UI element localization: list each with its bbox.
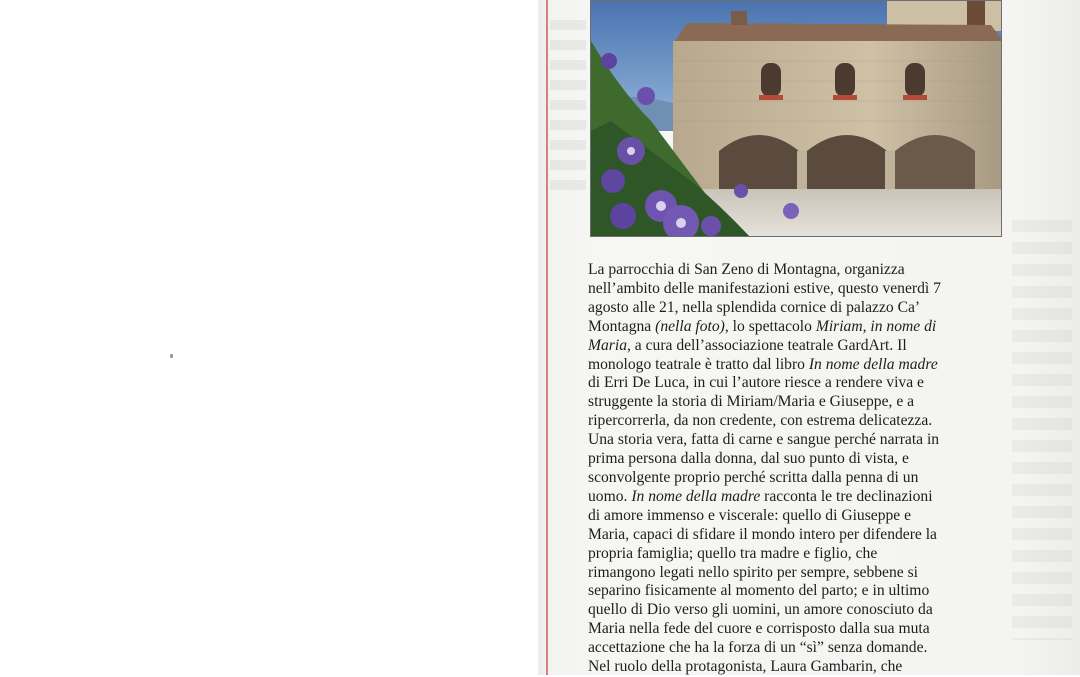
article-text: Maria nella fede del cuore e corrisposto dalla sua muta [588, 620, 930, 638]
article-line [588, 620, 1012, 639]
article-line [588, 582, 1012, 601]
article-text: monologo teatrale è tratto dal libro [588, 355, 809, 373]
article-line [588, 393, 1012, 412]
blank-scan-area [0, 0, 538, 675]
article-line [588, 601, 1012, 620]
article-line [588, 488, 1012, 507]
article-text: agosto alle 21, nella splendida cornice di palazzo Ca’ [588, 298, 921, 316]
article-text: struggente la storia di Miriam/Maria e Giuseppe, e a [588, 393, 915, 411]
italic-title-text: Maria [588, 336, 627, 354]
article-text: uomo. [588, 487, 632, 505]
article-text: sconvolgente proprio perché scritta dalla penna di un [588, 468, 919, 486]
italic-title-text: (nella foto) [655, 317, 725, 335]
italic-title-text: Miriam, in nome di [815, 317, 937, 335]
article-line [588, 564, 1012, 583]
article-text: , a cura dell’associazione teatrale GardArt. Il [626, 336, 907, 354]
article-line [588, 299, 1012, 318]
article-line [588, 374, 1012, 393]
article-line [588, 450, 1012, 469]
article-text: nell’ambito delle manifestazioni estive, questo venerdì 7 [588, 279, 941, 297]
article-line [588, 469, 1012, 488]
article-text: La parrocchia di San Zeno di Montagna, organizza [588, 261, 905, 278]
article-line [588, 356, 1012, 375]
italic-title-text: In nome della madre [808, 355, 938, 373]
article-line [588, 337, 1012, 356]
article-text: Nel ruolo della protagonista, Laura Gambarin, che [588, 658, 903, 676]
article-line [588, 507, 1012, 526]
margin-rule [546, 0, 548, 675]
article-text: Montagna [588, 317, 656, 335]
article-text: ripercorrerla, da non credente, con estrema delicatezza. [588, 412, 933, 430]
article-text: , lo spettacolo [724, 317, 816, 335]
article-text: Una storia vera, fatta di carne e sangue perché narrata in [588, 431, 940, 449]
article-text: propria famiglia; quello tra madre e figlio, che [588, 544, 878, 562]
article-line [588, 261, 1012, 280]
article-body [588, 261, 1012, 677]
article-line [588, 280, 1012, 299]
article-text: di Erri De Luca, in cui l’autore riesce a rendere viva e [588, 374, 924, 392]
article-line [588, 526, 1012, 545]
article-text: separino fisicamente al momento del parto; e in ultimo [588, 582, 930, 600]
italic-title-text: In nome della madre [631, 487, 761, 505]
bleed-through-text [550, 20, 586, 200]
article-line [588, 545, 1012, 564]
article-text: quello di Dio verso gli uomini, un amore conosciuto da [588, 601, 933, 619]
bleed-through-text [1012, 220, 1072, 640]
article-line [588, 658, 1012, 677]
article-line [588, 639, 1012, 658]
article-text: racconta le tre declinazioni [760, 487, 933, 505]
arcade [719, 135, 975, 191]
article-text: di amore immenso e viscerale: quello di Giuseppe e [588, 506, 912, 524]
article-line [588, 412, 1012, 431]
article-photo [590, 0, 1002, 237]
dust-speck [170, 354, 173, 358]
article-text: rimangono legati nello spirito per sempre, sebbene si [588, 563, 918, 581]
roof [675, 23, 1002, 41]
article-line [588, 318, 1012, 337]
article-text: prima persona dalla donna, dal suo punto di vista, e [588, 450, 909, 468]
article-line [588, 431, 1012, 450]
article-text: Maria, capaci di sfidare il mondo intero per difendere la [588, 525, 937, 543]
article-text: accettazione che ha la forza di un “sì” senza domande. [588, 639, 928, 657]
